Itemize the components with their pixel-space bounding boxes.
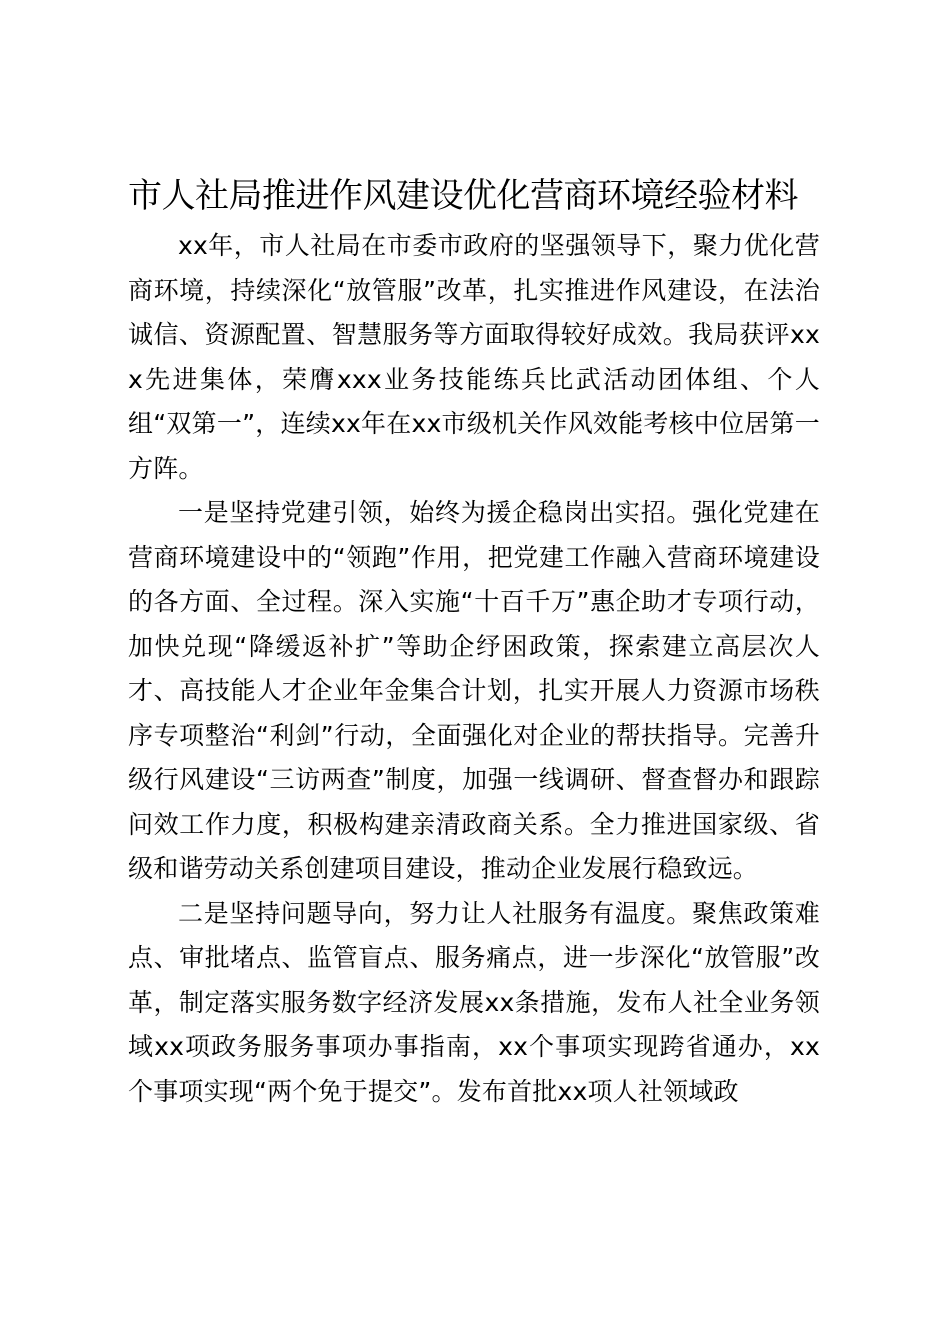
document-body: [128, 224, 820, 1114]
paragraph-intro: xx年，市人社局在市委市政府的坚强领导下，聚力优化营商环境，持续深化“放管服”改革，扎实推进作风建设，在法治诚信、资源配置、智慧服务等方面取得较好成效。我局获评xxx先进集体，荣膺xxx业务技能练兵比武活动团体组、个人组“双第一”，连续xx年在xx市级机关作风效能考核中位居第一方阵。: [128, 231, 820, 483]
paragraph-party-building: 一是坚持党建引领，始终为援企稳岗出实招。强化党建在营商环境建设中的“领跑”作用，把党建工作融入营商环境建设的各方面、全过程。深入实施“十百千万”惠企助才专项行动，加快兑现“降缓返补扩”等助企纾困政策，探索建立高层次人才、高技能人才企业年金集合计划，扎实开展人力资源市场秩序专项整治“利剑”行动，全面强化对企业的帮扶指导。完善升级行风建设“三访两查”制度，加强一线调研、督查督办和跟踪问效工作力度，积极构建亲清政商关系。全力推进国家级、省级和谐劳动关系创建项目建设，推动企业发展行稳致远。: [128, 498, 820, 883]
document-title: 市人社局推进作风建设优化营商环境经验材料: [128, 176, 798, 216]
paragraph-problem-oriented: 二是坚持问题导向，努力让人社服务有温度。聚焦政策难点、审批堵点、监管盲点、服务痛点，进一步深化“放管服”改革，制定落实服务数字经济发展xx条措施，发布人社全业务领域xx项政务服务事项办事指南，xx个事项实现跨省通办，xx个事项实现“两个免于提交”。发布首批xx项人社领域政: [128, 898, 820, 1106]
